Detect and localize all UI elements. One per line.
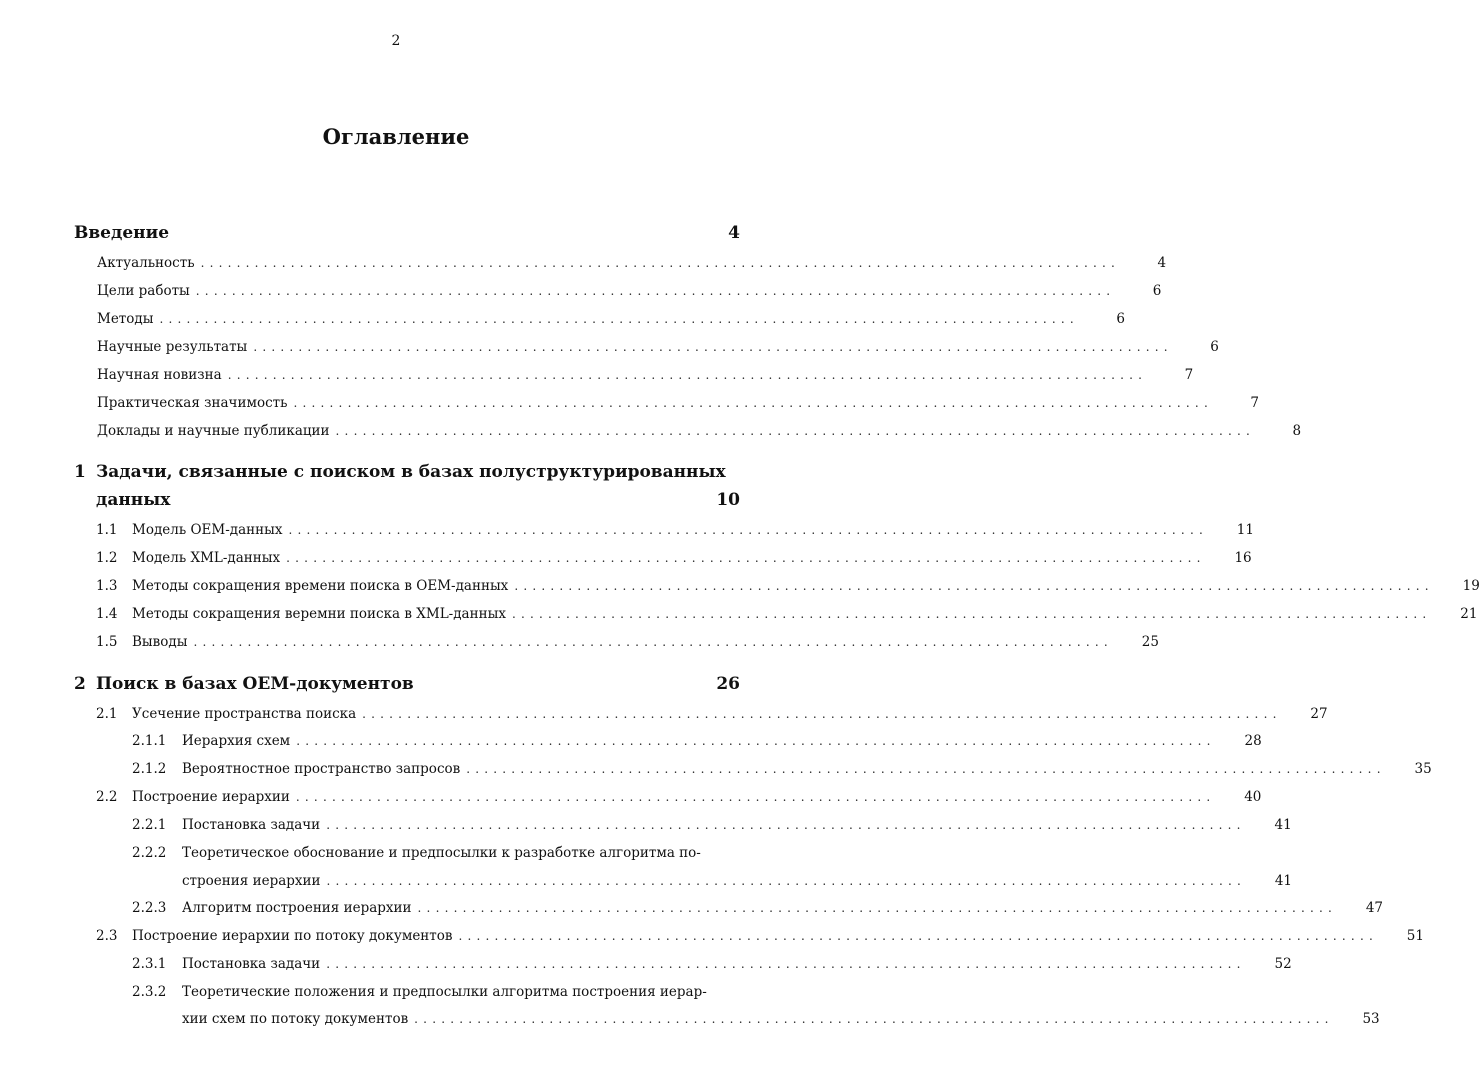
entry-label: Постановка задачи — [182, 956, 321, 972]
leader-dots: ...................................................................................................... — [195, 284, 1116, 298]
entry-page: 27 — [1310, 706, 1328, 722]
chapter-number: 2 — [74, 674, 86, 694]
entry-page: 47 — [1365, 900, 1384, 916]
entry-label: Усечение пространства поиска — [132, 706, 357, 722]
toc-entry[interactable] — [132, 956, 1292, 972]
toc-entry-cont[interactable] — [182, 1011, 1380, 1027]
entry-label: Построение иерархии — [132, 789, 290, 805]
entry-page: 52 — [1274, 956, 1292, 972]
entry-label: Построение иерархии по потоку документов — [132, 928, 453, 944]
entry-number: 2.1.2 — [132, 761, 167, 777]
entry-label: Модель XML-данных — [132, 550, 281, 566]
chapter-page: 26 — [716, 674, 740, 694]
entry-page: 19 — [1462, 578, 1480, 594]
entry-page: 11 — [1236, 522, 1254, 538]
leader-dots: ...................................................................................................... — [362, 707, 1282, 721]
entry-number: 2.2.3 — [132, 900, 167, 916]
entry-page: 40 — [1244, 789, 1262, 805]
leader-dots: ...................................................................................................... — [326, 874, 1247, 888]
entry-label: Методы — [97, 311, 154, 327]
leader-dots: ...................................................................................................... — [200, 256, 1121, 270]
entry-number: 2.3.1 — [132, 956, 167, 972]
chapter-number: 1 — [74, 462, 86, 482]
entry-number: 2.2.2 — [132, 845, 167, 861]
entry-label: Выводы — [132, 634, 188, 650]
toc-entry[interactable] — [97, 283, 1162, 299]
leader-dots: ...................................................................................................... — [466, 762, 1386, 776]
leader-dots: ...................................................................................................... — [295, 790, 1216, 804]
entry-label: Теоретические положения и предпосылки алгоритма построения иерар- — [182, 984, 707, 1000]
entry-label: Методы сокращения времени поиска в OEM-данных — [132, 578, 509, 594]
chapter-title: Задачи, связанные с поиском в базах полуструктурированных — [96, 462, 726, 482]
leader-dots: ...................................................................................................... — [458, 929, 1378, 943]
toc-entry[interactable] — [96, 522, 1254, 538]
leader-dots: ...................................................................................................... — [335, 424, 1256, 438]
toc-entry[interactable] — [97, 395, 1259, 411]
entry-page: 8 — [1292, 423, 1302, 439]
entry-number: 1.3 — [96, 578, 118, 594]
entry-label: Методы сокращения веремни поиска в XML-данных — [132, 606, 506, 622]
entry-page: 4 — [1157, 255, 1167, 271]
entry-page: 7 — [1184, 367, 1194, 383]
entry-number: 2.1 — [96, 706, 118, 722]
leader-dots: ...................................................................................................... — [253, 340, 1173, 354]
entry-label: Цели работы — [97, 283, 190, 299]
leader-dots: ...................................................................................................... — [514, 579, 1434, 593]
entry-page: 51 — [1406, 928, 1424, 944]
toc-chapter-1-line2[interactable] — [96, 490, 740, 510]
entry-label: Постановка задачи — [182, 817, 321, 833]
toc-entry[interactable] — [96, 706, 1328, 722]
chapter-title: Поиск в базах OEM-документов — [96, 674, 414, 694]
toc-chapter-intro[interactable] — [74, 223, 740, 243]
toc-entry-multiline[interactable] — [132, 984, 707, 1000]
toc-chapter-2[interactable] — [74, 674, 740, 694]
leader-dots: ...................................................................................................... — [288, 523, 1208, 537]
toc-entry[interactable] — [96, 928, 1424, 944]
leader-dots: ...................................................................................................... — [193, 635, 1113, 649]
entry-number: 1.5 — [96, 634, 118, 650]
entry-page: 28 — [1244, 733, 1262, 749]
leader-dots: ...................................................................................................... — [227, 368, 1148, 382]
entry-label: Иерархия схем — [182, 733, 291, 749]
entry-page: 6 — [1210, 339, 1219, 355]
leader-dots: ...................................................................................................... — [326, 818, 1246, 832]
toc-entry[interactable] — [96, 606, 1478, 622]
entry-label: Модель OEM-данных — [132, 522, 283, 538]
toc-title: Оглавление — [322, 124, 470, 149]
entry-page: 7 — [1250, 395, 1259, 411]
toc-entry[interactable] — [97, 367, 1194, 383]
entry-label: Теоретическое обоснование и предпосылки к разработке алгоритма по- — [182, 845, 701, 861]
entry-page: 16 — [1234, 550, 1252, 566]
toc-entry[interactable] — [96, 578, 1480, 594]
entry-label: Актуальность — [97, 255, 195, 271]
entry-label: Практическая значимость — [97, 395, 288, 411]
toc-entry[interactable] — [96, 550, 1252, 566]
toc-entry[interactable] — [96, 634, 1159, 650]
entry-number: 2.2.1 — [132, 817, 167, 833]
entry-page: 35 — [1414, 761, 1432, 777]
toc-entry[interactable] — [97, 339, 1219, 355]
entry-number: 2.3.2 — [132, 984, 167, 1000]
entry-number: 1.1 — [96, 522, 118, 538]
chapter-title: Введение — [74, 223, 170, 243]
leader-dots: ...................................................................................................... — [326, 957, 1246, 971]
toc-entry[interactable] — [96, 789, 1262, 805]
entry-page: 41 — [1274, 817, 1292, 833]
toc-entry-cont[interactable] — [182, 873, 1293, 889]
entry-page: 25 — [1141, 634, 1159, 650]
chapter-title-cont: данных — [96, 490, 171, 510]
leader-dots: ...................................................................................................... — [417, 901, 1338, 915]
entry-label-cont: хии схем по потоку документов — [182, 1011, 409, 1027]
entry-number: 2.1.1 — [132, 733, 167, 749]
chapter-page: 10 — [716, 490, 740, 510]
entry-label-cont: строения иерархии — [182, 873, 321, 889]
entry-label: Доклады и научные публикации — [97, 423, 330, 439]
entry-number: 2.2 — [96, 789, 118, 805]
entry-label: Научные результаты — [97, 339, 248, 355]
toc-entry[interactable] — [132, 817, 1292, 833]
toc-chapter-1-line1[interactable] — [74, 462, 726, 482]
entry-label: Научная новизна — [97, 367, 222, 383]
entry-page: 6 — [1152, 283, 1162, 299]
leader-dots: ...................................................................................................... — [511, 607, 1432, 621]
toc-entry[interactable] — [97, 423, 1302, 439]
entry-page: 41 — [1274, 873, 1293, 889]
entry-page: 53 — [1362, 1011, 1380, 1027]
leader-dots: ...................................................................................................... — [293, 396, 1213, 410]
toc-entry[interactable] — [132, 900, 1384, 916]
leader-dots: ...................................................................................................... — [296, 734, 1216, 748]
chapter-page: 4 — [728, 223, 740, 243]
toc-entry[interactable] — [97, 311, 1125, 327]
entry-page: 6 — [1116, 311, 1125, 327]
toc-entry[interactable] — [132, 733, 1262, 749]
entry-label: Алгоритм построения иерархии — [182, 900, 412, 916]
entry-number: 1.4 — [96, 606, 118, 622]
entry-number: 1.2 — [96, 550, 118, 566]
toc-entry-multiline[interactable] — [132, 845, 701, 861]
entry-page: 21 — [1460, 606, 1478, 622]
page-number: 2 — [391, 33, 401, 49]
toc-entry[interactable] — [97, 255, 1167, 271]
leader-dots: ...................................................................................................... — [286, 551, 1206, 565]
toc-entry[interactable] — [132, 761, 1432, 777]
leader-dots: ...................................................................................................... — [159, 312, 1079, 326]
entry-number: 2.3 — [96, 928, 118, 944]
leader-dots: ...................................................................................................... — [414, 1012, 1334, 1026]
entry-label: Вероятностное пространство запросов — [182, 761, 461, 777]
